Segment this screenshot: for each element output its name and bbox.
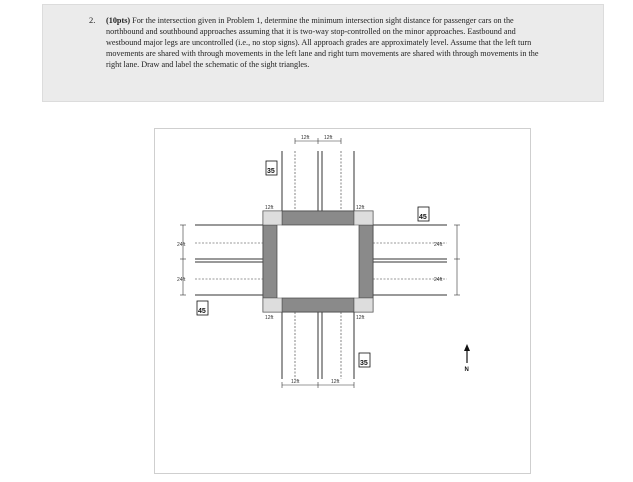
- question-number: 2.: [89, 15, 96, 25]
- bottom-dim-left: 12ft: [291, 379, 300, 385]
- speed-sign-south-value: 35: [360, 360, 368, 367]
- north-crosswalk: [282, 211, 354, 225]
- intersection-diagram: [154, 128, 531, 474]
- question-body: For the intersection given in Problem 1, determine the minimum intersection sight distance for passenger cars on the northbound and southbound approaches assuming that it is two-way stop-controlled on the minor approaches. Eastbound and westbound major legs are uncontrolled (i.e., no stop signs). All approach grades are approximately level. Assume that the left turn movements are shared with through movements in the left lane and right turn movements are shared with through movements in the right lane. Draw and label the schematic of the sight triangles.: [106, 16, 539, 69]
- right-dim-top: 24ft: [434, 242, 443, 248]
- north-arrow-head: [464, 344, 470, 351]
- right-dim-bottom: 24ft: [434, 277, 443, 283]
- sw-corner: [263, 298, 282, 312]
- bottom-dim-right: 12ft: [331, 379, 340, 385]
- question-points: (10pts): [106, 16, 131, 25]
- nw-corner-label: 12ft: [265, 205, 274, 211]
- west-crosswalk: [263, 225, 277, 298]
- nw-corner: [263, 211, 282, 225]
- speed-sign-east-value: 45: [419, 214, 427, 221]
- left-dim-top: 24ft: [177, 242, 186, 248]
- intersection-schematic: [155, 129, 530, 473]
- se-corner-label: 12ft: [356, 315, 365, 321]
- speed-sign-north-value: 35: [267, 168, 275, 175]
- sw-corner-label: 12ft: [265, 315, 274, 321]
- intersection-outline: [263, 211, 373, 312]
- left-dim-bottom: 24ft: [177, 277, 186, 283]
- east-crosswalk: [359, 225, 373, 298]
- speed-sign-west-value: 45: [198, 308, 206, 315]
- south-crosswalk: [282, 298, 354, 312]
- ne-corner-label: 12ft: [356, 205, 365, 211]
- top-dim-left: 12ft: [301, 135, 310, 141]
- question-text: [106, 15, 546, 70]
- question-box: [42, 4, 604, 102]
- top-dim-right: 12ft: [324, 135, 333, 141]
- se-corner: [354, 298, 373, 312]
- ne-corner: [354, 211, 373, 225]
- north-label: N: [464, 367, 469, 373]
